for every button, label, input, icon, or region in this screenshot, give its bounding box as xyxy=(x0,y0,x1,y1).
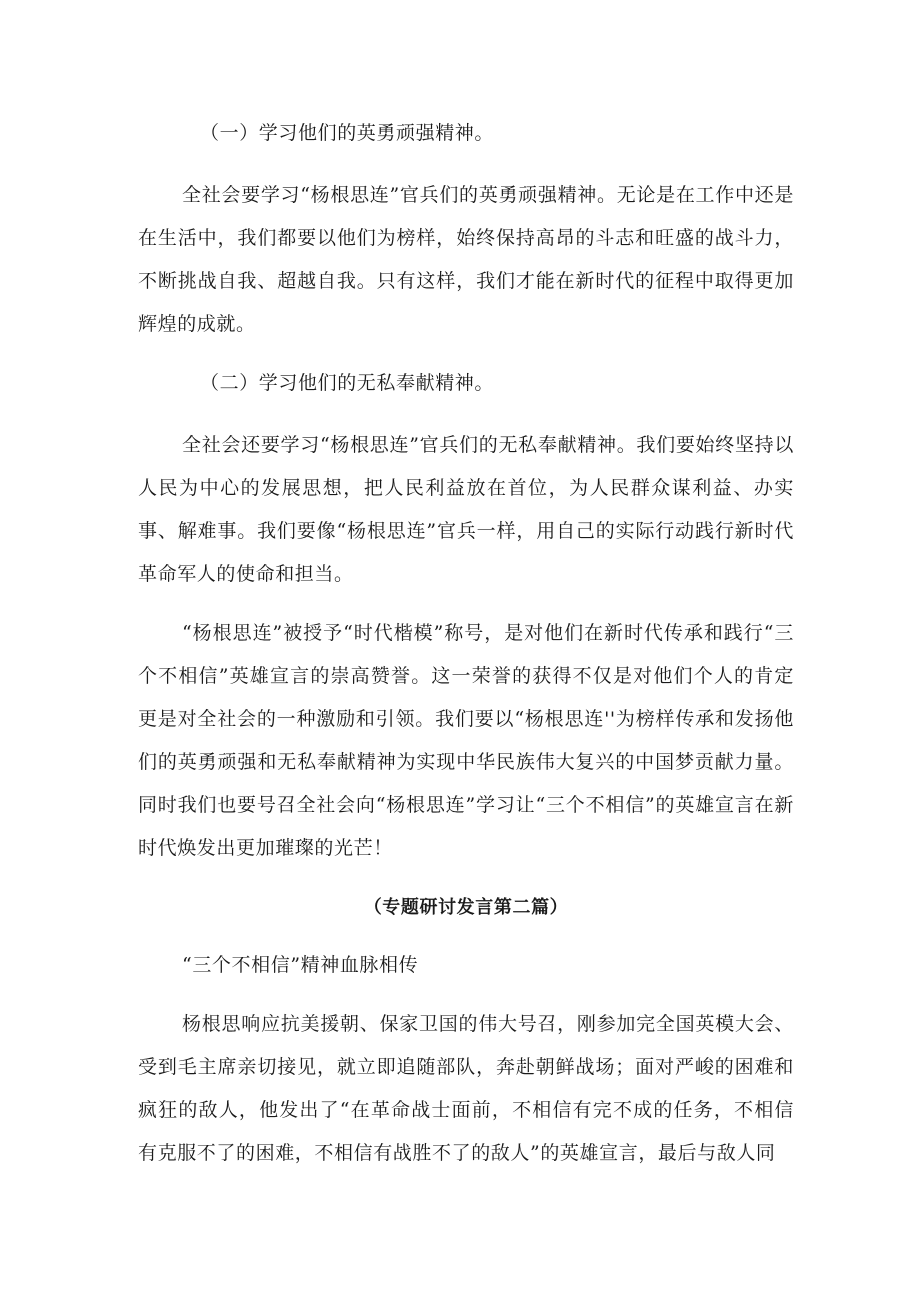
paragraph-selfless-spirit: 全社会还要学习“杨根思连”官兵们的无私奉献精神。我们要始终坚持以人民为中心的发展思想，把人民利益放在首位，为人民群众谋利益、办实事、解难事。我们要像“杨根思连”官兵一样，用自己的实际行动践行新时代革命军人的使命和担当。 xyxy=(138,434,794,585)
subheading-selfless-spirit: （二）学习他们的无私奉献精神。 xyxy=(200,372,495,394)
section-title: （专题研讨发言第二篇） xyxy=(363,897,569,918)
paragraph-heroic-spirit: 全社会要学习“杨根思连”官兵们的英勇顽强精神。无论是在工作中还是在生活中，我们都要以他们为榜样，始终保持高昂的斗志和旺盛的战斗力，不断挑战自我、超越自我。只有这样，我们才能在新时代的征程中取得更加辉煌的成就。 xyxy=(138,184,794,335)
paragraph-yang-gensi: 杨根思响应抗美援朝、保家卫国的伟大号召，刚参加完全国英模大会、受到毛主席亲切接见，就立即追随部队，奔赴朝鲜战场；面对严峻的困难和疯狂的敌人，他发出了“在革命战士面前，不相信有完不成的任务，不相信有克服不了的困难，不相信有战胜不了的敌人”的英雄宣言，最后与敌人同 xyxy=(138,1013,794,1164)
subheading-heroic-spirit: （一）学习他们的英勇顽强精神。 xyxy=(200,122,495,144)
article-subtitle: “三个不相信”精神血脉相传 xyxy=(182,954,419,976)
document-body xyxy=(138,112,794,1175)
paragraph-honor: “杨根思连”被授予“时代楷模”称号，是对他们在新时代传承和践行“三个不相信”英雄宣言的崇高赞誉。这一荣誉的获得不仅是对他们个人的肯定更是对全社会的一种激励和引领。我们要以“杨根思连''为榜样传承和发扬他们的英勇顽强和无私奉献精神为实现中华民族伟大复兴的中国梦贡献力量。同时我们也要号召全社会向“杨根思连”学习让“三个不相信”的英雄宣言在新时代焕发出更加璀璨的光芒！ xyxy=(138,622,794,859)
